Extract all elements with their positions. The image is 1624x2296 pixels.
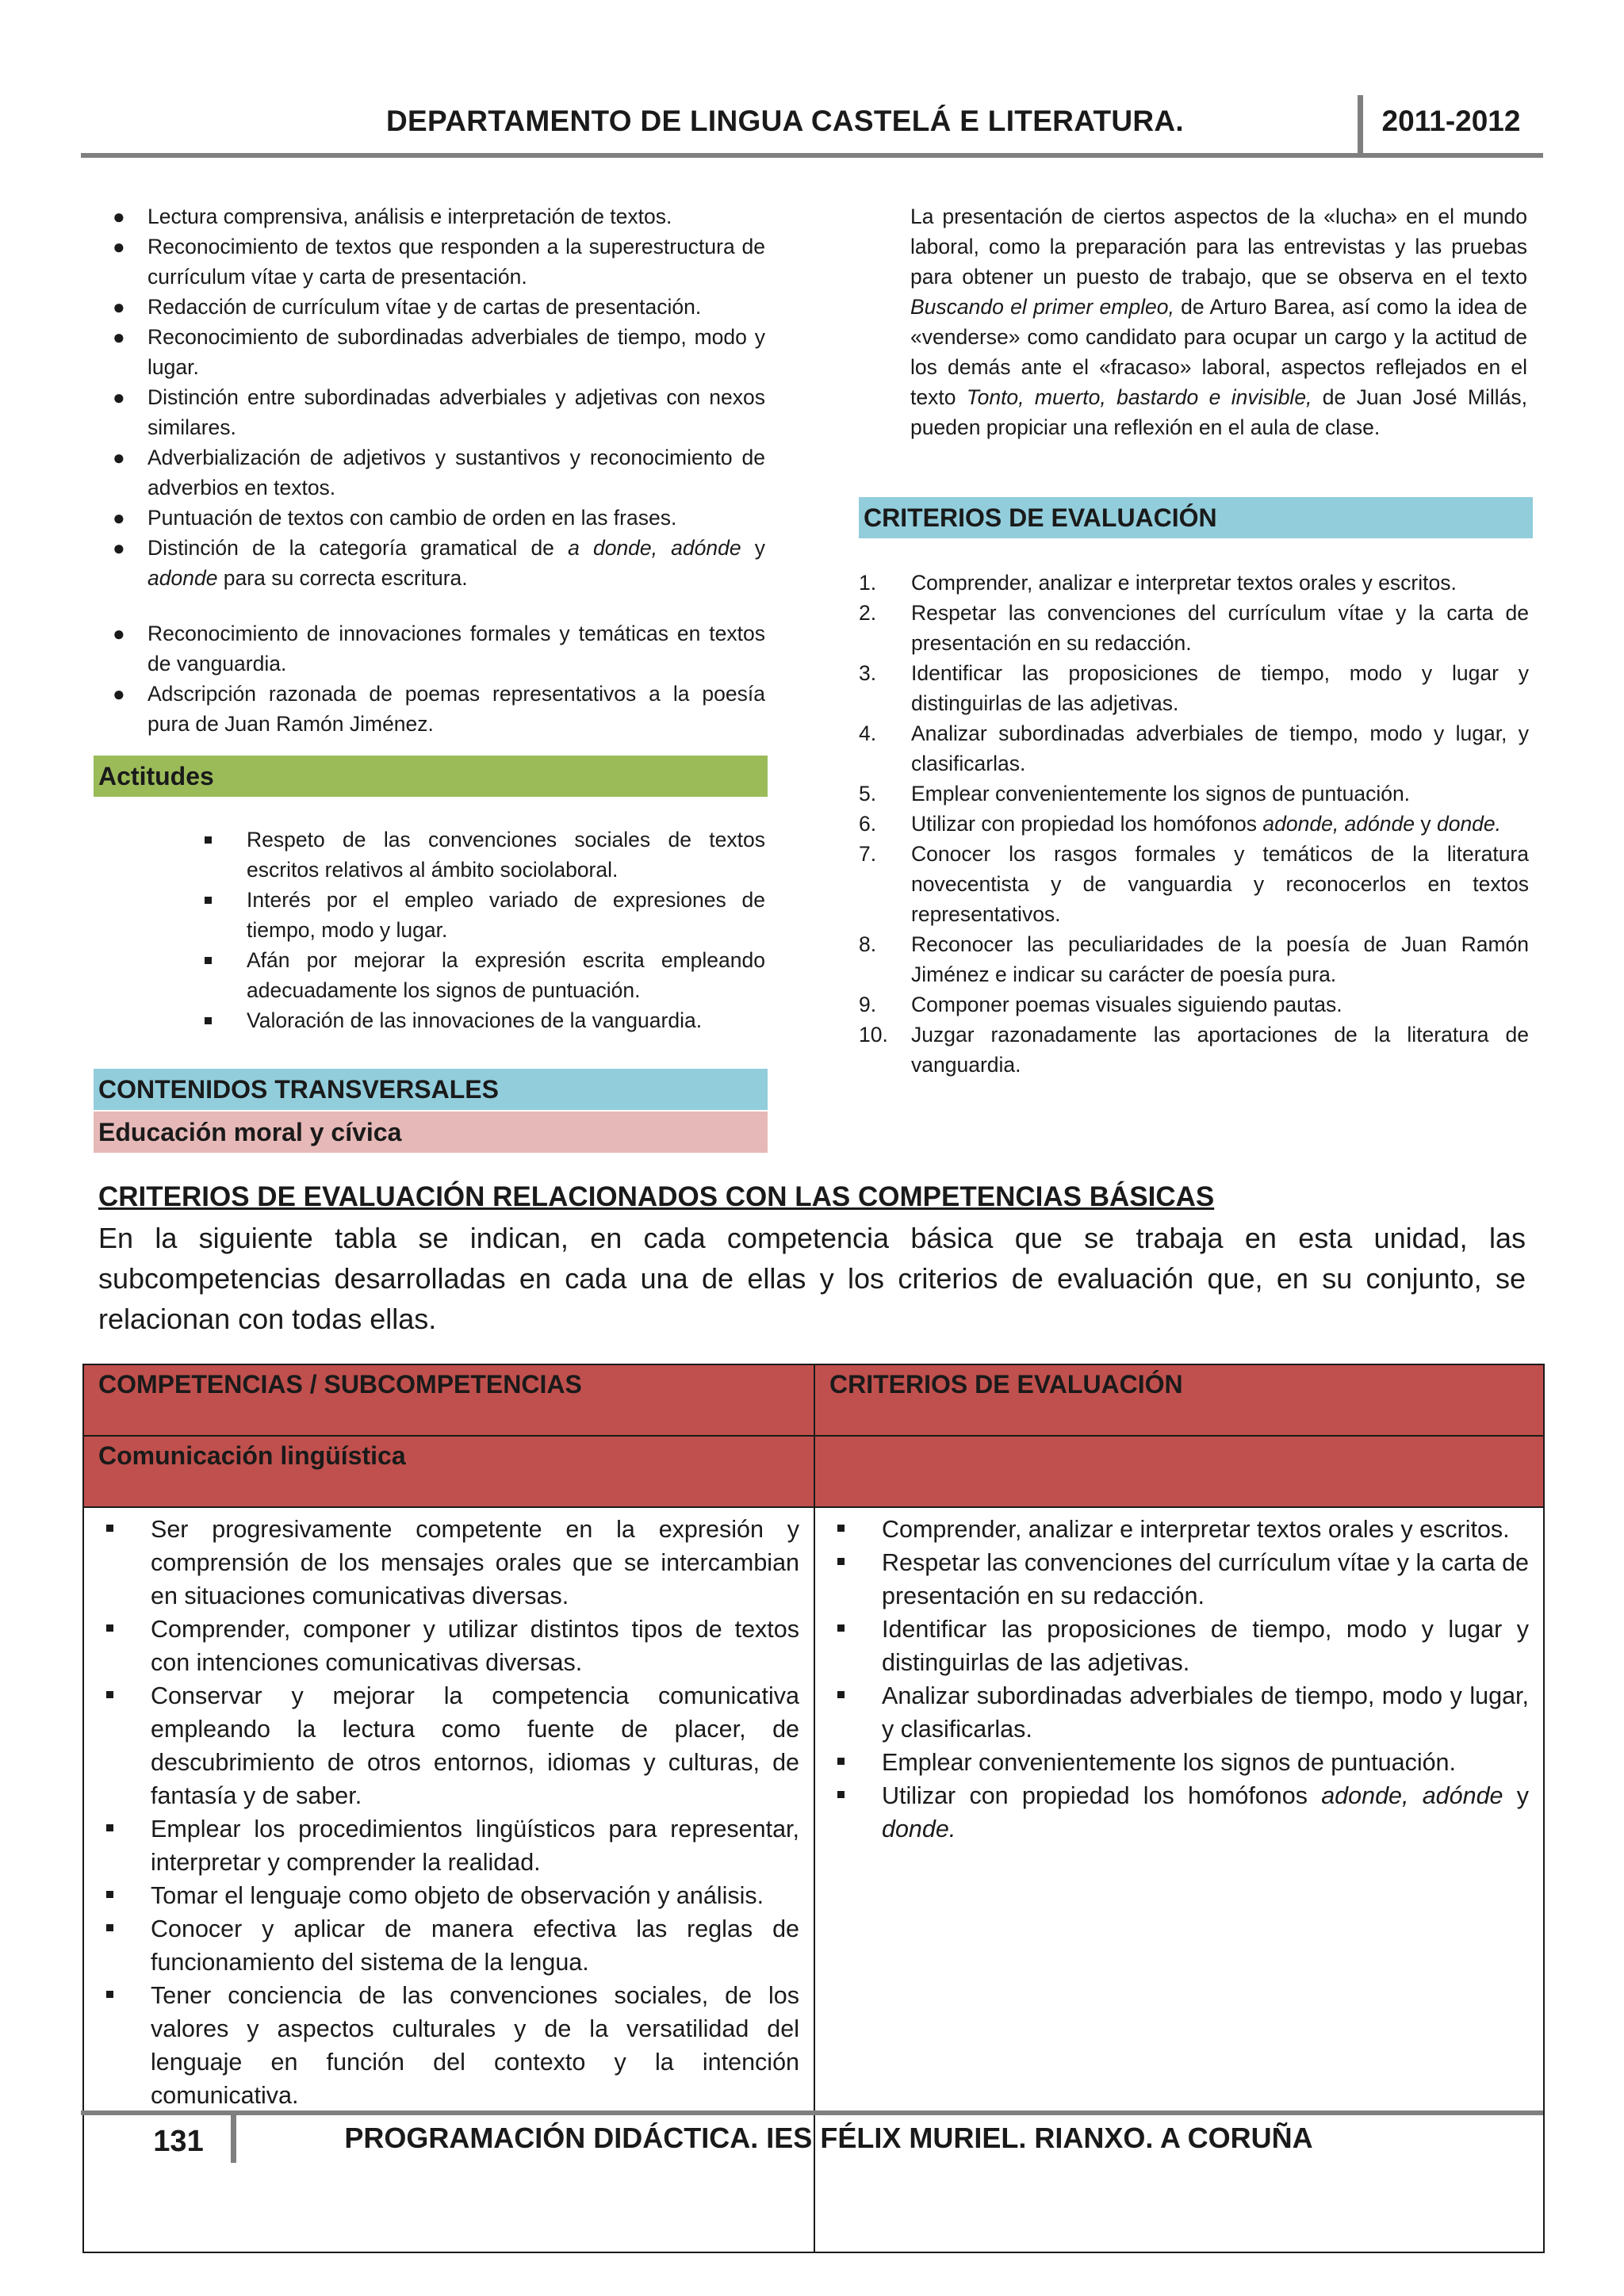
bullet-icon: ●: [113, 385, 125, 409]
square-bullet-icon: [837, 1758, 845, 1765]
intro-paragraph: La presentación de ciertos aspectos de la «lucha» en el mundo laboral, como la preparación para las entrevistas y las pruebas para obtener un puesto de trabajo, que se observa en el texto Buscando el primer empleo, de Arturo Barea, así como la idea de «venderse» como candidato para ocupar un cargo y la actitud de los demás ante el «fracaso» laboral, aspectos reflejados en el texto Tonto, muerto, bastardo e invisible, de Juan José Millás, pueden propiciar una reflexión en el aula de clase.: [910, 205, 1527, 439]
bullet-icon: ●: [113, 325, 125, 349]
square-bullet-icon: [837, 1624, 845, 1632]
footer-rule: [81, 2110, 1543, 2115]
square-bullet-icon: [205, 836, 212, 844]
list-item: 4. Analizar subordinadas adverbiales de tiempo, modo y lugar, y clasificarlas.: [859, 721, 1529, 775]
square-bullet-icon: [837, 1791, 845, 1798]
table-row: Identificar las proposiciones de tiempo, modo y lugar y distinguirlas de las adjetivas.: [829, 1613, 1529, 1679]
square-bullet-icon: [106, 1624, 113, 1632]
table-header-competencias: COMPETENCIAS / SUBCOMPETENCIAS: [83, 1364, 814, 1436]
list-item: 1. Comprender, analizar e interpretar textos orales y escritos.: [859, 571, 1457, 595]
square-bullet-icon: [205, 957, 212, 964]
empty-header-cell: [814, 1436, 1544, 1507]
list-item: 9. Componer poemas visuales siguiendo pautas.: [859, 993, 1342, 1016]
table-row: Respetar las convenciones del currículum vítae y la carta de presentación en su redacción.: [829, 1546, 1529, 1613]
square-bullet-icon: [106, 1691, 113, 1698]
table-row: Conocer y aplicar de manera efectiva las reglas de funcionamiento del sistema de la lengua.: [98, 1912, 799, 1979]
criterios-heading: CRITERIOS DE EVALUACIÓN: [859, 497, 1533, 538]
square-bullet-icon: [106, 1525, 113, 1532]
list-item: 6. Utilizar con propiedad los homófonos adonde, adónde y donde.: [859, 812, 1502, 836]
table-header-criterios: CRITERIOS DE EVALUACIÓN: [814, 1364, 1544, 1436]
list-item: ● Puntuación de textos con cambio de orden en las frases.: [95, 503, 765, 533]
square-bullet-icon: [106, 1891, 113, 1898]
table-row: Comprender, componer y utilizar distintos tipos de textos con intenciones comunicativas diversas.: [98, 1613, 799, 1679]
header-divider: [1358, 95, 1363, 157]
page-number: 131: [153, 2125, 204, 2158]
table-row: Utilizar con propiedad los homófonos adonde, adónde y donde.: [829, 1779, 1529, 1846]
competencias-table: [82, 1364, 1545, 2253]
footer-text: PROGRAMACIÓN DIDÁCTICA. IES FÉLIX MURIEL. RIANXO. A CORUÑA: [344, 2122, 1313, 2154]
list-item: ● Distinción entre subordinadas adverbiales y adjetivas con nexos similares.: [95, 382, 765, 442]
contents-list-a: [95, 201, 765, 593]
square-bullet-icon: [106, 1991, 113, 1998]
square-bullet-icon: [205, 897, 212, 904]
list-item: ● Lectura comprensiva, análisis e interpretación de textos.: [95, 201, 765, 232]
square-bullet-icon: [106, 1924, 113, 1931]
list-item: ● Reconocimiento de innovaciones formales y temáticas en textos de vanguardia.: [95, 618, 765, 679]
list-item: ● Reconocimiento de textos que responden a la superestructura de currículum vítae y carta de presentación.: [95, 232, 765, 292]
square-bullet-icon: [205, 1017, 212, 1024]
list-item: Valoración de las innovaciones de la vanguardia.: [95, 1005, 765, 1035]
bullet-icon: ●: [113, 622, 125, 645]
list-item: ● Redacción de currículum vítae y de cartas de presentación.: [95, 292, 765, 322]
bullet-icon: ●: [113, 506, 125, 530]
table-row: Tener conciencia de las convenciones sociales, de los valores y aspectos culturales y de la versatilidad del lenguaje en función del contexto y la intención comunicativa.: [98, 1979, 799, 2112]
list-item: 5. Emplear convenientemente los signos de puntuación.: [859, 782, 1411, 806]
bullet-icon: ●: [113, 235, 125, 258]
actitudes-heading: Actitudes: [94, 756, 768, 797]
table-row: Ser progresivamente competente en la expresión y comprensión de los mensajes orales que se intercambian en situaciones comunicativas diversas.: [98, 1513, 799, 1613]
bullet-icon: ●: [113, 536, 125, 560]
square-bullet-icon: [837, 1525, 845, 1532]
list-item: ● Adscripción razonada de poemas representativos a la poesía pura de Juan Ramón Jiménez.: [95, 679, 765, 739]
square-bullet-icon: [106, 1824, 113, 1831]
list-item: 8. Reconocer las peculiaridades de la poesía de Juan Ramón Jiménez e indicar su carácter de poesía pura.: [859, 932, 1529, 986]
header-title: DEPARTAMENTO DE LINGUA CASTELÁ E LITERATURA.: [385, 105, 1185, 137]
bullet-icon: ●: [113, 682, 125, 706]
section-title: CRITERIOS DE EVALUACIÓN RELACIONADOS CON LAS COMPETENCIAS BÁSICAS: [98, 1181, 1215, 1212]
moral-heading: Educación moral y cívica: [94, 1112, 768, 1153]
square-bullet-icon: [837, 1691, 845, 1698]
transversales-heading: CONTENIDOS TRANSVERSALES: [94, 1069, 768, 1110]
list-item: 3. Identificar las proposiciones de tiempo, modo y lugar y distinguirlas de las adjetivas.: [859, 661, 1529, 715]
header-year: 2011-2012: [1381, 105, 1521, 137]
list-item: 7. Conocer los rasgos formales y temáticos de la literatura novecentista y de vanguardia y reconocerlos en textos representativos.: [859, 842, 1529, 926]
competence-name: Comunicación lingüística: [83, 1436, 814, 1507]
bullet-icon: ●: [113, 295, 125, 319]
criterios-list: [859, 568, 1529, 1080]
actitudes-list: [95, 825, 765, 1035]
header-rule: [81, 153, 1543, 158]
list-item: Interés por el empleo variado de expresiones de tiempo, modo y lugar.: [95, 885, 765, 945]
footer-divider: [231, 2110, 236, 2163]
contents-list-b: [95, 618, 765, 739]
list-item: 10. Juzgar razonadamente las aportaciones de la literatura de vanguardia.: [859, 1023, 1529, 1077]
square-bullet-icon: [837, 1558, 845, 1565]
table-row: Comprender, analizar e interpretar textos orales y escritos.: [829, 1513, 1529, 1546]
list-item: ● Distinción de la categoría gramatical de a donde, adónde y adonde para su correcta escritura.: [95, 533, 765, 593]
bullet-icon: ●: [113, 205, 125, 228]
table-row: Emplear los procedimientos lingüísticos para representar, interpretar y comprender la realidad.: [98, 1812, 799, 1879]
table-row: Emplear convenientemente los signos de puntuación.: [829, 1746, 1529, 1779]
list-item: ● Adverbialización de adjetivos y sustantivos y reconocimiento de adverbios en textos.: [95, 442, 765, 503]
table-row: Analizar subordinadas adverbiales de tiempo, modo y lugar, y clasificarlas.: [829, 1679, 1529, 1746]
bullet-icon: ●: [113, 446, 125, 469]
list-item: Respeto de las convenciones sociales de textos escritos relativos al ámbito sociolaboral.: [95, 825, 765, 885]
list-item: Afán por mejorar la expresión escrita empleando adecuadamente los signos de puntuación.: [95, 945, 765, 1005]
section-intro: En la siguiente tabla se indican, en cada competencia básica que se trabaja en esta unidad, las subcompetencias desarrolladas en cada una de ellas y los criterios de evaluación que, en su conjunto, se relacionan con todas ellas.: [98, 1222, 1526, 1335]
list-item: 2. Respetar las convenciones del currículum vítae y la carta de presentación en su redacción.: [859, 601, 1529, 655]
table-row: Conservar y mejorar la competencia comunicativa empleando la lectura como fuente de placer, de descubrimiento de otros entornos, idiomas y culturas, de fantasía y de saber.: [98, 1679, 799, 1812]
table-row: Tomar el lenguaje como objeto de observación y análisis.: [98, 1879, 799, 1912]
list-item: ● Reconocimiento de subordinadas adverbiales de tiempo, modo y lugar.: [95, 322, 765, 382]
